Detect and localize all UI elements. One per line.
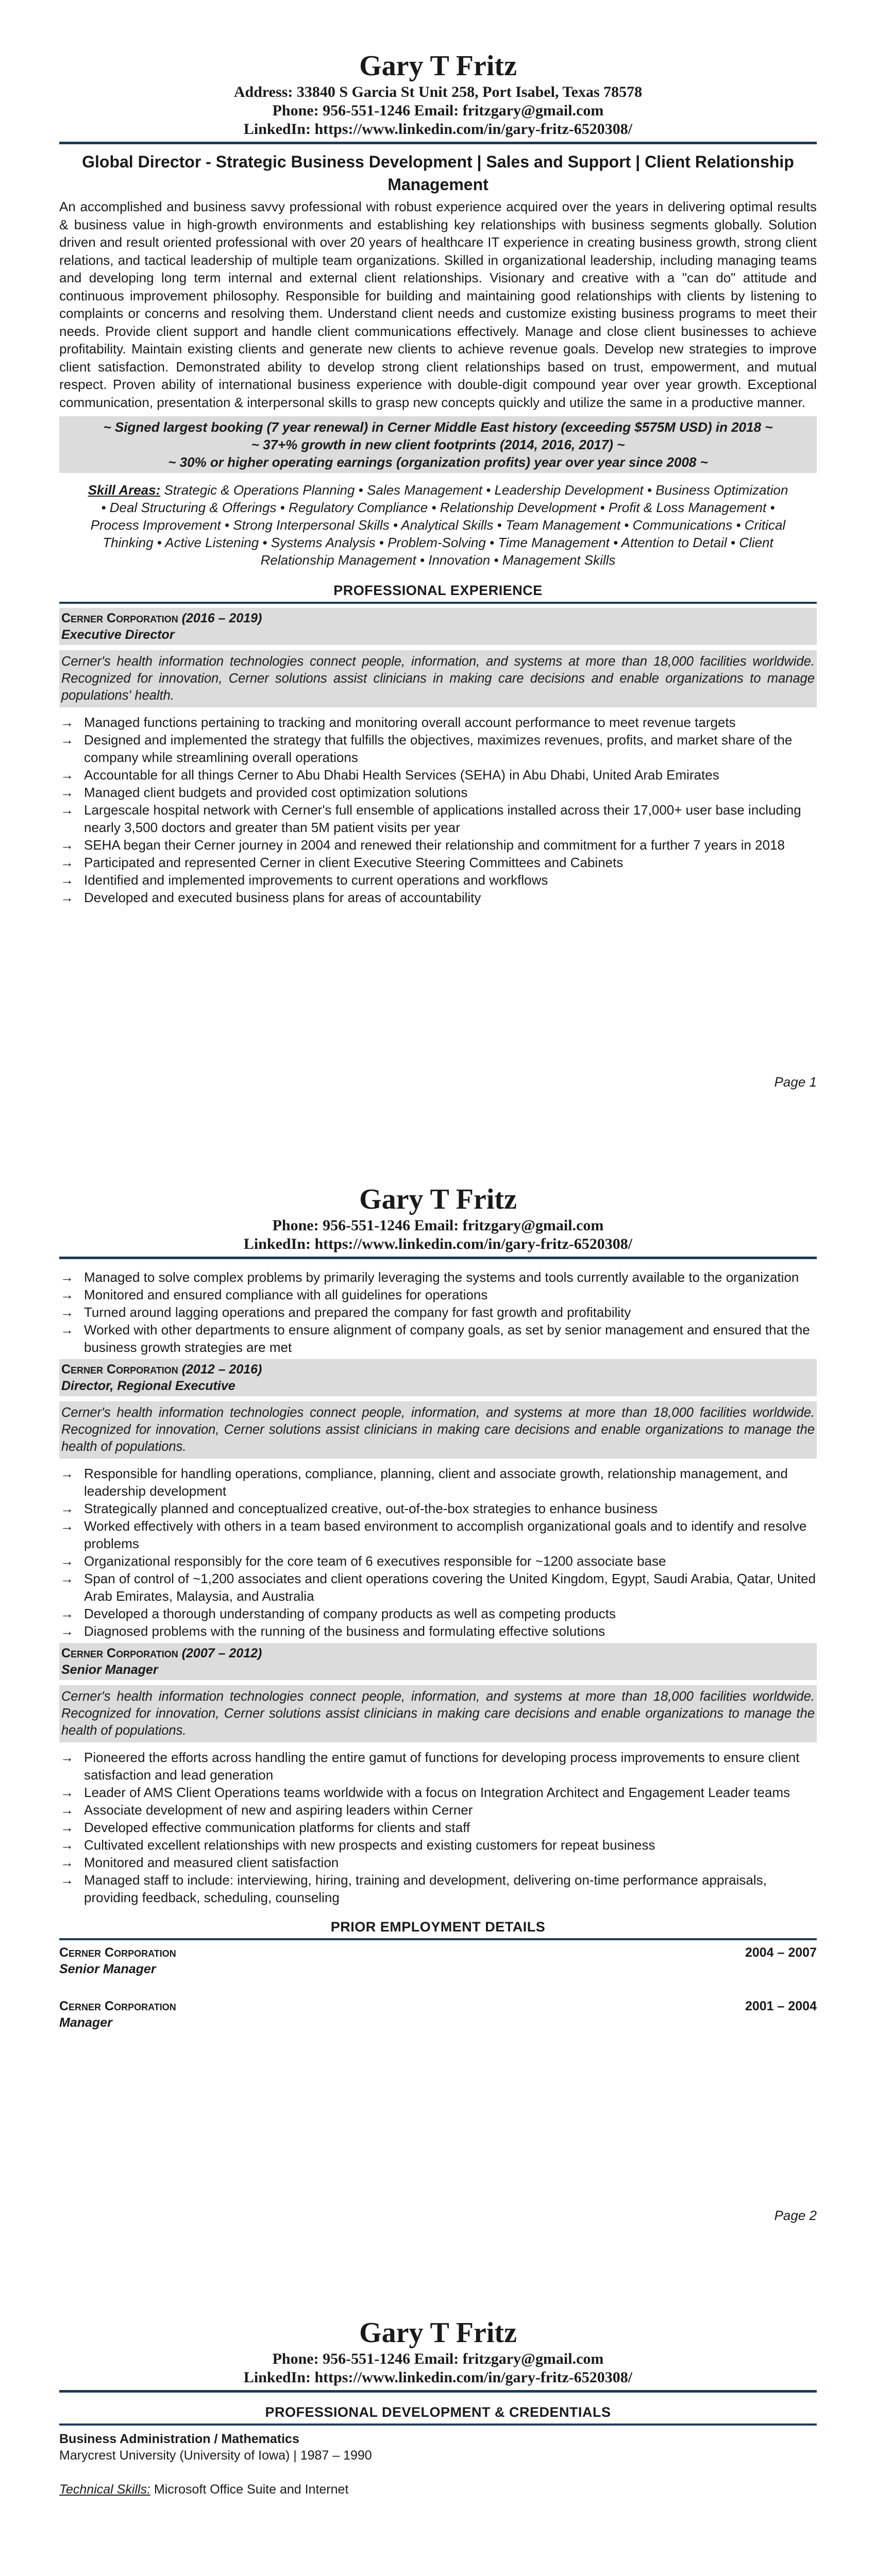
section-divider [59,602,817,604]
technical-skills [59,2481,817,2498]
list-item: → Managed staff to include: interviewing, hiring, training and development, delivering on-time performance appraisals, providing feedback, scheduling, counseling [60,1872,767,1905]
job-years: (2016 – 2019) [181,611,262,625]
skill-areas-label: Skill Areas: [88,482,161,498]
page-3 [0,2267,876,2576]
arrow-icon: → [60,715,74,730]
list-item: → Identified and implemented improvements to current operations and workflows [60,872,548,888]
job-years: (2012 – 2016) [181,1362,262,1377]
linkedin-line: LinkedIn: https://www.linkedin.com/in/gary-fritz-6520308/ [243,2369,633,2386]
arrow-icon: → [60,872,74,888]
section-divider [59,2424,817,2426]
prior-employment-row [59,1944,817,1961]
arrow-icon: → [60,837,74,853]
list-item: → Monitored and measured client satisfaction [60,1855,339,1870]
job-title: Senior Manager [61,1663,158,1677]
highlight-item: ~ 37+% growth in new client footprints (2014, 2016, 2017) ~ [251,437,625,452]
arrow-icon: → [60,732,74,748]
arrow-icon: → [60,1287,74,1302]
job-title: Director, Regional Executive [61,1379,235,1393]
arrow-icon: → [60,1571,74,1586]
section-title-credentials: PROFESSIONAL DEVELOPMENT & CREDENTIALS [265,2404,611,2420]
phone-email-line: Phone: 956-551-1246 Email: fritzgary@gmail.com [272,2350,604,2367]
list-item: → Turned around lagging operations and prepared the company for fast growth and profitability [60,1304,631,1320]
job-description: Cerner's health information technologies connect people, information, and systems at more than 18,000 facilities worldwide. Recognized for innovation, Cerner solutions assist clinicians in making care decisions and enable organizations to manage populations' health. [59,650,817,707]
summary-paragraph: An accomplished and business savvy professional with robust experience acquired over the years in delivering optimal results & business value in high-growth environments and establishing key relationships with business segments globally. Solution driven and result oriented professional with over 20 years of healthcare IT experience in creating business growth, strong client relations, and tactical leadership of multiple team organizations. Skilled in organizational leadership, including managing teams and developing long term internal and external client relationships. Visionary and creative with a "can do" attitude and continuous improvement philosophy. Responsible for building and maintaining good relationships with clients by listening to complaints or concerns and resolving them. Understand client needs and customize existing business programs to meet their needs. Provide client support and handle client communications effectively. Manage and close client businesses to achieve profitability. Maintain existing clients and generate new clients to achieve revenue goals. Develop new strategies to improve client satisfaction. Demonstrated ability to develop strong client relationships based on trust, empowerment, and mutual respect. Proven ability of international business experience with double-digit compound year over year growth. Exceptional communication, presentation & interpersonal skills to grasp new concepts quickly and utilize the same in a productive manner. [59,199,817,410]
candidate-name: Gary T Fritz [359,1183,517,1215]
education-school: Marycrest University (University of Iowa) | 1987 – 1990 [59,2448,372,2463]
prior-company: Cerner Corporation [59,1945,176,1960]
technical-skills-label: Technical Skills: [59,2482,150,2497]
arrow-icon: → [60,1304,74,1320]
page-number: Page 2 [774,2208,817,2223]
list-item: → Pioneered the efforts across handling the entire gamut of functions for developing process improvements to ensure client satisfaction and lead generation [60,1750,800,1783]
prior-title: Manager [59,2015,112,2030]
page-3-content [59,2316,817,2498]
prior-company: Cerner Corporation [59,1999,176,2013]
job-bullet-list [59,714,817,906]
header-divider [59,2390,817,2393]
list-item: → Participated and represented Cerner in client Executive Steering Committees and Cabinets [60,855,624,870]
job-company: Cerner Corporation [61,1362,178,1377]
arrow-icon: → [60,1785,74,1800]
arrow-icon: → [60,1855,74,1870]
list-item: → Developed a thorough understanding of company products as well as competing products [60,1606,616,1621]
job-company: Cerner Corporation [61,611,178,625]
list-item: → Managed to solve complex problems by primarily leveraging the systems and tools currently available to the organization [60,1269,799,1285]
arrow-icon: → [60,1518,74,1534]
page-2 [0,1133,876,2267]
arrow-icon: → [60,1837,74,1853]
page-1-content [59,49,817,906]
arrow-icon: → [60,1501,74,1516]
linkedin-line: LinkedIn: https://www.linkedin.com/in/gary-fritz-6520308/ [243,1235,633,1252]
page-number: Page 1 [774,1074,817,1090]
list-item: → Span of control of ~1,200 associates and client operations covering the United Kingdom, Egypt, Saudi Arabia, Qatar, United Arab Emirates, Malaysia, and Australia [60,1571,816,1604]
prior-years: 2001 – 2004 [745,1999,817,2013]
list-item: → Worked with other departments to ensure alignment of company goals, as set by senior management and ensured that the business growth strategies are met [60,1322,810,1355]
list-item: → Largescale hospital network with Cerner's full ensemble of applications installed across their 17,000+ user base including nearly 3,500 doctors and greater than 5M patient visits per year [60,802,801,835]
arrow-icon: → [60,1269,74,1285]
list-item: → Associate development of new and aspiring leaders within Cerner [60,1802,473,1818]
highlight-item: ~ 30% or higher operating earnings (organization profits) year over year since 2008 ~ [168,454,708,470]
list-item: → Responsible for handling operations, compliance, planning, client and associate growth, relationship management, and leadership development [60,1466,788,1499]
arrow-icon: → [60,1322,74,1337]
job-years: (2007 – 2012) [181,1646,262,1660]
list-item: → Developed effective communication platforms for clients and staff [60,1820,470,1835]
linkedin-line: LinkedIn: https://www.linkedin.com/in/gary-fritz-6520308/ [243,121,633,138]
section-title-experience: PROFESSIONAL EXPERIENCE [333,583,543,598]
list-item: → Managed functions pertaining to tracking and monitoring overall account performance to meet revenue targets [60,715,736,730]
job-bullet-list [59,1465,817,1640]
list-item: → Accountable for all things Cerner to Abu Dhabi Health Services (SEHA) in Abu Dhabi, United Arab Emirates [60,767,719,783]
list-item: → SEHA began their Cerner journey in 2004 and renewed their relationship and commitment for a further 7 years in 2018 [60,837,785,853]
arrow-icon: → [60,1802,74,1818]
job-bullet-list [59,1749,817,1906]
arrow-icon: → [60,1553,74,1569]
job-header [59,1359,817,1396]
page-1 [0,0,876,1133]
prior-years: 2004 – 2007 [745,1945,817,1960]
list-item: → Worked effectively with others in a team based environment to accomplish organizational goals and to identify and resolve problems [60,1518,807,1551]
list-item: → Designed and implemented the strategy that fulfills the objectives, maximizes revenues, profits, and market share of the company while streamlining overall operations [60,732,793,765]
header-divider [59,142,817,144]
arrow-icon: → [60,1466,74,1481]
arrow-icon: → [60,1820,74,1835]
section-title-prior-employment: PRIOR EMPLOYMENT DETAILS [330,1919,546,1935]
job-bullet-list [59,1268,817,1356]
list-item: → Developed and executed business plans for areas of accountability [60,890,481,905]
page-2-content [59,1182,817,2052]
education-degree: Business Administration / Mathematics [59,2432,299,2446]
list-item: → Managed client budgets and provided cost optimization solutions [60,785,468,800]
job-header [59,1643,817,1680]
highlight-item: ~ Signed largest booking (7 year renewal) in Cerner Middle East history (exceeding $575M USD) in 2018 ~ [103,419,773,435]
job-company: Cerner Corporation [61,1646,178,1660]
list-item: → Cultivated excellent relationships with new prospects and existing customers for repeat business [60,1837,655,1853]
phone-email-line: Phone: 956-551-1246 Email: fritzgary@gmail.com [272,1217,604,1234]
arrow-icon: → [60,767,74,783]
job-description: Cerner's health information technologies connect people, information, and systems at more than 18,000 facilities worldwide. Recognized for innovation, Cerner solutions assist clinicians in making care decisions and enable organizations to manage the health of populations. [59,1685,817,1742]
headline: Global Director - Strategic Business Development | Sales and Support | Client Relationship Management [82,152,794,194]
candidate-name: Gary T Fritz [359,2317,517,2349]
skill-areas [85,481,791,569]
list-item: → Monitored and ensured compliance with all guidelines for operations [60,1287,488,1302]
job-title: Executive Director [61,628,175,642]
job-header [59,608,817,645]
arrow-icon: → [60,890,74,905]
list-item: → Strategically planned and conceptualized creative, out-of-the-box strategies to enhance business [60,1501,658,1516]
arrow-icon: → [60,802,74,818]
skill-areas-list: Strategic & Operations Planning • Sales Management • Leadership Development • Business Optimization • Deal Structuring & Offerings • Regulatory Compliance • Relationship Development • Profit & Loss Management • Process Improvement • Strong Interpersonal Skills • Analytical Skills • Team Management • Communications • Critical Thinking • Active Listening • Systems Analysis • Problem-Solving • Time Management • Attention to Detail • Client Relationship Management • Innovation • Management Skills [90,482,788,568]
arrow-icon: → [60,855,74,870]
list-item: → Organizational responsibly for the core team of 6 executives responsible for ~1200 associate base [60,1553,666,1569]
list-item: → Diagnosed problems with the running of the business and formulating effective solutions [60,1623,605,1639]
arrow-icon: → [60,1750,74,1765]
arrow-icon: → [60,1872,74,1888]
candidate-name: Gary T Fritz [359,50,517,82]
arrow-icon: → [60,1623,74,1639]
section-divider [59,1938,817,1940]
arrow-icon: → [60,785,74,800]
address-line: Address: 33840 S Garcia St Unit 258, Port Isabel, Texas 78578 [233,83,643,100]
list-item: → Leader of AMS Client Operations teams worldwide with a focus on Integration Architect and Engagement Leader teams [60,1785,790,1800]
prior-employment-row [59,1998,817,2014]
arrow-icon: → [60,1606,74,1621]
career-highlights [59,416,817,473]
technical-skills-text: Microsoft Office Suite and Internet [150,2482,349,2497]
phone-email-line: Phone: 956-551-1246 Email: fritzgary@gmail.com [272,102,604,119]
job-description: Cerner's health information technologies connect people, information, and systems at more than 18,000 facilities worldwide. Recognized for innovation, Cerner solutions assist clinicians in making care decisions and enable organizations to manage the health of populations. [59,1401,817,1459]
prior-title: Senior Manager [59,1962,156,1976]
header-divider [59,1257,817,1259]
